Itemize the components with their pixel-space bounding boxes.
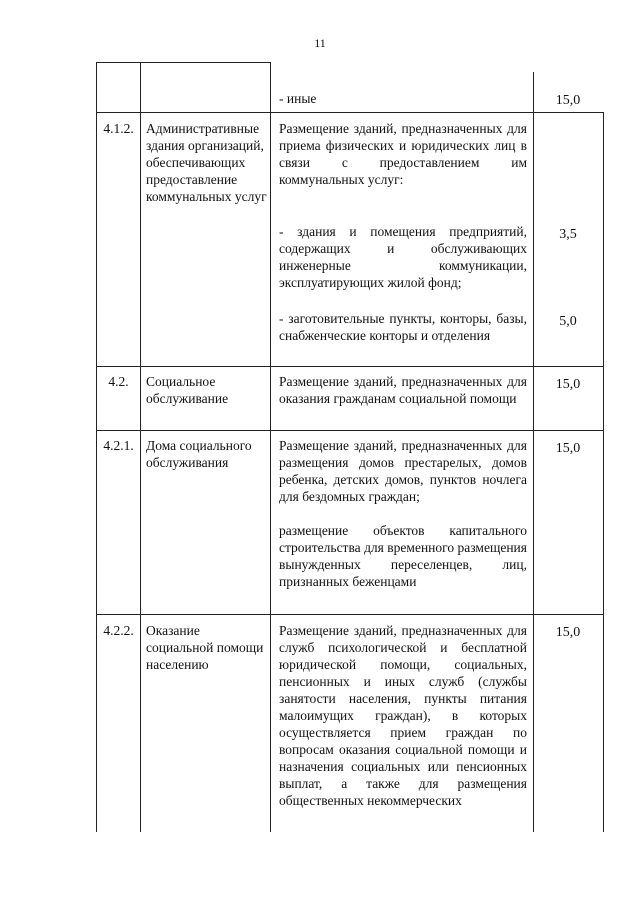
description-cell: Размещение зданий, предназначенных для приема физических и юридических лиц в связи с предоставлением им коммунальных услуг: [279, 121, 527, 187]
value-cell: 15,0 [555, 441, 581, 456]
value-cell: 15,0 [555, 625, 581, 640]
description-item: - здания и помещения предприятий, содержащих и обслуживающих инженерные коммуникации, эксплуатирующих жилой фонд; [279, 224, 527, 290]
value-cell: 5,0 [559, 314, 577, 329]
row-border-top [96, 62, 270, 63]
column-divider-name [270, 62, 271, 832]
column-divider-code [140, 62, 141, 832]
value-cell: 3,5 [559, 227, 577, 242]
code-cell: 4.1.2. [103, 121, 134, 136]
description-cell: Размещение зданий, предназначенных для размещения домов престарелых, домов ребенка, детских домов, пунктов ночлега для бездомных граждан; [279, 438, 527, 504]
name-cell: Административные здания организаций, обеспечивающих предоставление коммунальных услуг [146, 121, 267, 204]
value-cell: 15,0 [555, 93, 581, 108]
page-number: 11 [314, 36, 326, 50]
row-border [96, 366, 604, 367]
code-cell: 4.2.1. [103, 438, 134, 453]
description-item: - заготовительные пункты, конторы, базы, снабженческие конторы и отделения [279, 311, 527, 343]
name-cell: Дома социального обслуживания [146, 438, 252, 470]
description-cell: - иные [279, 91, 317, 106]
name-cell: Социальное обслуживание [146, 374, 229, 406]
value-cell: 15,0 [555, 377, 581, 392]
row-border [96, 430, 604, 431]
table-border-right [603, 112, 604, 832]
code-cell: 4.2.2. [103, 623, 134, 638]
row-border [96, 112, 604, 113]
description-cell: Размещение зданий, предназначенных для оказания гражданам социальной помощи [279, 374, 527, 406]
code-cell: 4.2. [108, 374, 129, 389]
description-cell: Размещение зданий, предназначенных для служб психологической и бесплатной юридической помощи, социальных, пенсионных и иных служб (службы занятости населения, пункты питания малоимущих граждан), в которых осуществляется прием граждан по вопросам оказания социальной помощи и назначения социальных или пенсионных выплат, а также для размещения общественных некоммерческих [279, 623, 527, 808]
name-cell: Оказание социальной помощи населению [146, 623, 264, 672]
description-cell: размещение объектов капитального строительства для временного размещения вынужденных переселенцев, лиц, признанных беженцами [279, 523, 527, 589]
row-border [96, 614, 604, 615]
